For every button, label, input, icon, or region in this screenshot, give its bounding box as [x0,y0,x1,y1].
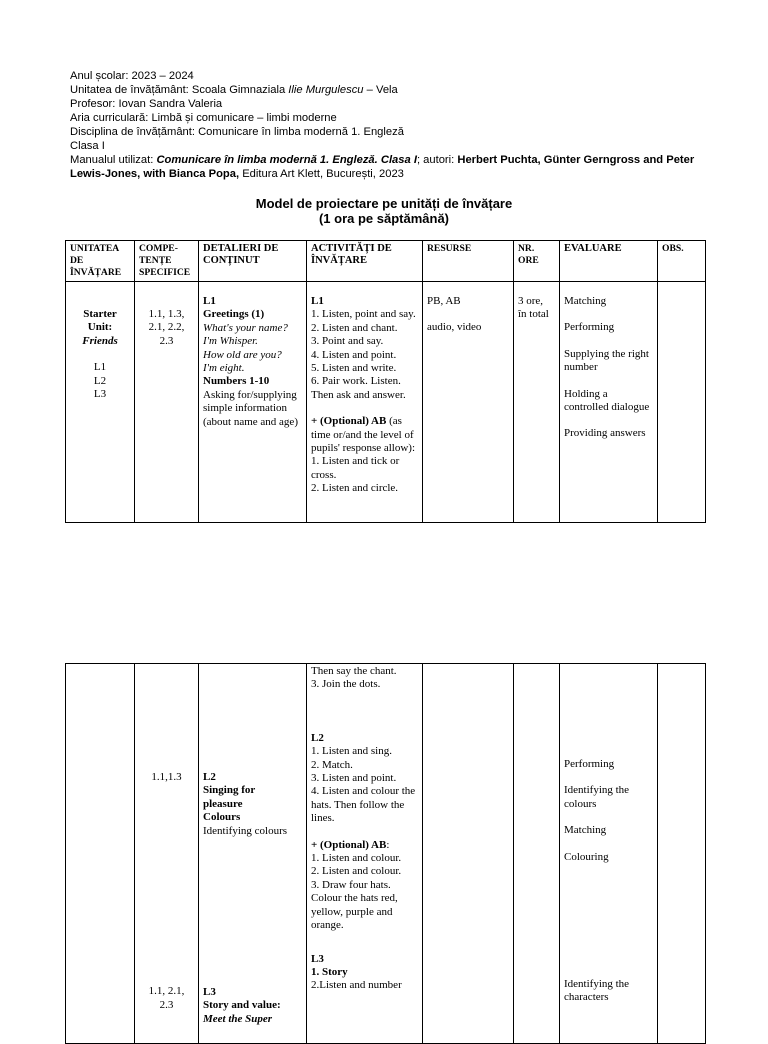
col-header-content: DETALIERI DE CONȚINUT [199,241,307,282]
col-header-resources: RESURSE [423,241,514,282]
list-item: 1. Listen, point and say. [311,308,416,321]
list-item: Matching [564,824,607,837]
list-item: 3. Listen and point. [311,772,397,785]
content-cell: L1 Greetings (1) What's your name? I'm Whisper. How old are you? I'm eight. Numbers 1-10 Asking for/supplying simple information (about name and age) [199,282,307,523]
school-year: Anul școlar: 2023 – 2024 [70,70,194,82]
optional-block: + (Optional) AB: [311,838,390,851]
manual-title: Comunicare în limba modernă 1. Engleză. Clasa I [156,154,417,166]
hours-cell: 3 ore, în total [514,282,560,523]
planning-table-continued [65,663,706,1044]
teacher-line: Profesor: Iovan Sandra Valeria [70,98,223,110]
evaluation-cell [560,664,658,1044]
discipline-line: Disciplina de învățământ: Comunicare în limba modernă 1. Engleză [70,126,404,138]
manual-authors: Herbert Puchta, Günter Gerngross and Peter Lewis-Jones, with Bianca Popa, [70,154,695,180]
col-header-activities: ACTIVITĂȚI DE ÎNVĂȚARE [307,241,423,282]
list-item: Colouring [564,850,609,863]
list-item: 3. Point and say. [311,335,384,348]
list-item: Then say the chant. [311,665,397,677]
planning-table [65,240,706,523]
school-line: Unitatea de învățământ: Scoala Gimnaziala Ilie Murgulescu – Vela [70,84,398,96]
unit-cell [66,664,135,1044]
manual-line: Manualul utilizat: Comunicare în limba modernă 1. Engleză. Clasa I; autori: Herbert Puchta, Günter Gerngross and Peter Lewis-Jones, with Bianca Popa, Editura Art Klett, București, 2023 [70,154,695,180]
list-item: Identifying the characters [564,978,630,1004]
document-subtitle: (1 ora pe săptămână) [318,211,450,226]
list-item: 2. Match. [311,758,353,771]
resources-cell: PB, AB audio, video [423,282,514,523]
list-item: 4. Listen and point. [311,348,397,361]
col-header-evaluation: EVALUARE [560,241,658,282]
activities-cell: Then say the chant. 3. Join the dots. L2 1. Listen and sing. 2. Match. 3. Listen and point. 4. Listen and colour the hats. Then follow the lines. + (Optional) AB: 1. Listen and colour. 2. Listen and colour. 3. Draw four hats. Colour the hats red, yellow, purple and orange. L3 1. Story 2.Listen and number [307,664,423,1044]
obs-cell [658,282,706,523]
col-header-obs: OBS. [658,241,706,282]
document-header [70,69,710,181]
list-item: 1. Listen and colour. [311,852,402,865]
list-item: 2. Listen and circle. [311,482,399,495]
list-item: 2. Listen and colour. [311,865,402,878]
unit-cell: Starter Unit: Friends L1 L2 L3 [66,282,135,523]
table-row [66,282,706,523]
content-cell: L2 Singing for pleasure Colours Identifying colours L3 Story and value: Meet the Super [199,664,307,1044]
list-item: Performing [564,758,615,770]
table-row [66,664,706,1044]
list-item: Holding a controlled dialogue [564,387,650,414]
list-item: 1. Listen and tick or cross. [311,455,400,481]
school-name: Ilie Murgulescu [288,84,364,96]
competences-cell: 1.1,1.3 1.1, 2.1, 2.3 [135,664,199,1044]
col-header-unit: UNITATEA DE ÎNVĂȚARE [66,241,135,282]
optional-block: + (Optional) AB (as time or/and the level of pupils' response allow): [311,415,416,455]
list-item: 4. Listen and colour the hats. Then follow the lines. [311,785,416,825]
list-item: 5. Listen and write. [311,362,397,375]
list-item: 2. Listen and chant. [311,321,398,334]
obs-cell [658,664,706,1044]
list-item: Supplying the right number [564,347,649,374]
curricular-area: Aria curriculară: Limbă și comunicare – limbi moderne [70,112,337,124]
list-item: 3. Draw four hats. Colour the hats red, yellow, purple and orange. [311,878,398,932]
grade-line: Clasa I [70,140,105,152]
list-item: Identifying the colours [564,784,630,810]
col-header-competences: COMPE-TENȚE SPECIFICE [135,241,199,282]
hours-cell [514,664,560,1044]
table-header-row [66,241,706,282]
competences-cell: 1.1, 1.3, 2.1, 2.2, 2.3 [135,282,199,523]
list-item: Performing [564,321,615,334]
manual-publisher: Editura Art Klett, București, 2023 [239,168,404,180]
evaluation-cell [560,282,658,523]
list-item: 2.Listen and number [311,979,402,992]
resources-cell [423,664,514,1044]
list-item: 3. Join the dots. [311,678,381,691]
list-item: 6. Pair work. Listen. Then ask and answer. [311,375,406,401]
list-item: 1. Listen and sing. [311,745,392,758]
list-item: Matching [564,295,607,307]
col-header-hours: NR. ORE [514,241,560,282]
document-title: Model de proiectare pe unități de învățare [255,196,513,211]
list-item: Providing answers [564,427,646,440]
activities-cell: L1 1. Listen, point and say. 2. Listen and chant. 3. Point and say. 4. Listen and point. 5. Listen and write. 6. Pair work. Listen. Then ask and answer. + (Optional) AB (as time or/and the level of pupils' response allow): 1. Listen and tick or cross. 2. Listen and circle. [307,282,423,523]
